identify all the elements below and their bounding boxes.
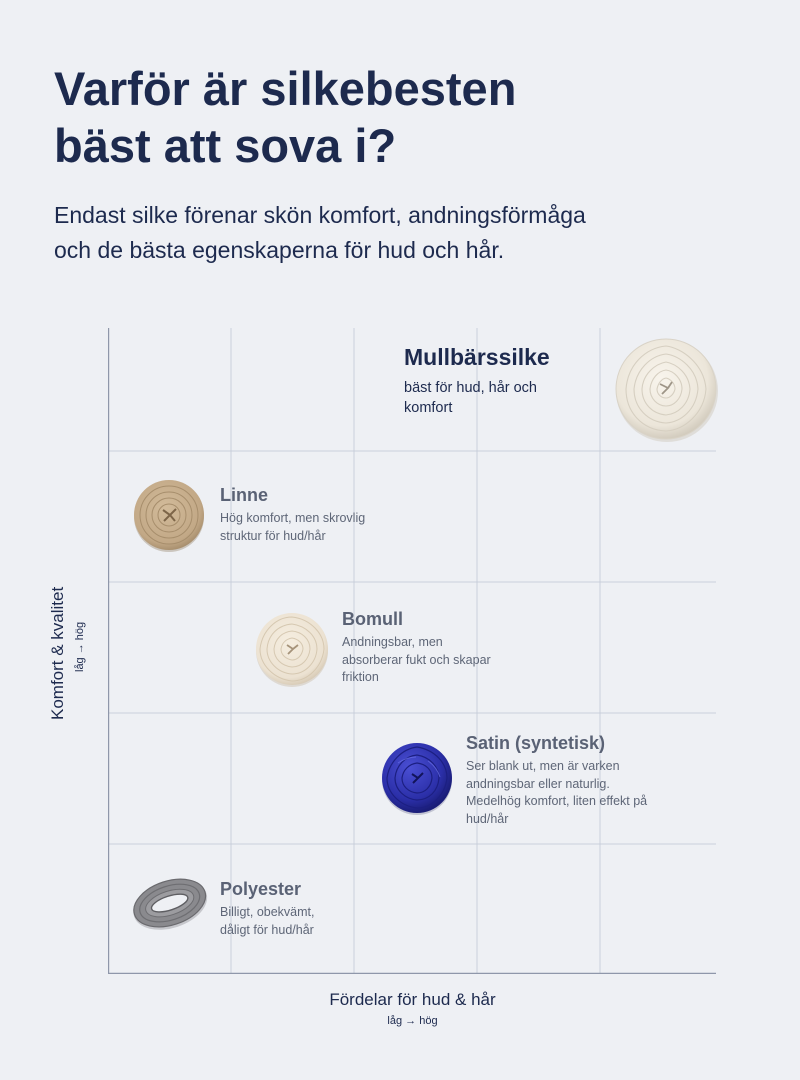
y-axis-label: Komfort & kvalitet (48, 586, 67, 720)
material-name: Linne (220, 485, 268, 505)
x-axis-range-label: låg → hög (387, 1015, 438, 1027)
desc-line: dåligt för hud/hår (220, 922, 314, 937)
desc-line: Andningsbar, men (342, 635, 443, 649)
desc-line: komfort (404, 400, 453, 416)
satin-roll-icon (380, 741, 454, 815)
page-title (54, 60, 694, 174)
material-description (404, 378, 537, 418)
desc-line: bäst för hud, hår och (404, 380, 537, 396)
desc-line: Ser blank ut, men är varken (466, 759, 620, 773)
title-line-1: Varför är silkebesten (54, 62, 517, 115)
material-description (220, 510, 365, 545)
material-name: Satin (syntetisk) (466, 733, 606, 753)
material-name: Polyester (220, 879, 302, 899)
desc-line: andningsbar eller naturlig. (466, 776, 610, 791)
title-line-2: bäst att sova i? (54, 119, 397, 172)
y-axis-range-label: låg → hög (74, 621, 86, 672)
material-description (466, 758, 647, 828)
subtitle-line-1: Endast silke förenar skön komfort, andningsförmåga (54, 202, 586, 228)
material-description (220, 904, 314, 939)
desc-line: struktur för hud/hår (220, 528, 326, 543)
desc-line: Billigt, obekvämt, (220, 905, 315, 919)
cotton-roll-icon (254, 611, 330, 687)
polyester-roll-icon (126, 872, 214, 936)
material-name: Bomull (342, 609, 403, 629)
material-name: Mullbärssilke (404, 344, 550, 370)
comparison-chart (108, 328, 716, 974)
silk-roll-icon (612, 334, 722, 444)
x-axis-label: Fördelar för hud & hår (329, 990, 496, 1009)
material-description (342, 634, 491, 687)
linen-roll-icon (132, 478, 206, 552)
desc-line: Hög komfort, men skrovlig (220, 511, 366, 525)
desc-line: friktion (342, 670, 379, 684)
desc-line: Medelhög komfort, liten effekt på (466, 794, 648, 808)
subtitle-line-2: och de bästa egenskaperna för hud och hår. (54, 237, 505, 263)
desc-line: hud/hår (466, 811, 509, 826)
page-subtitle (54, 198, 754, 268)
desc-line: absorberar fukt och skapar (342, 652, 491, 667)
